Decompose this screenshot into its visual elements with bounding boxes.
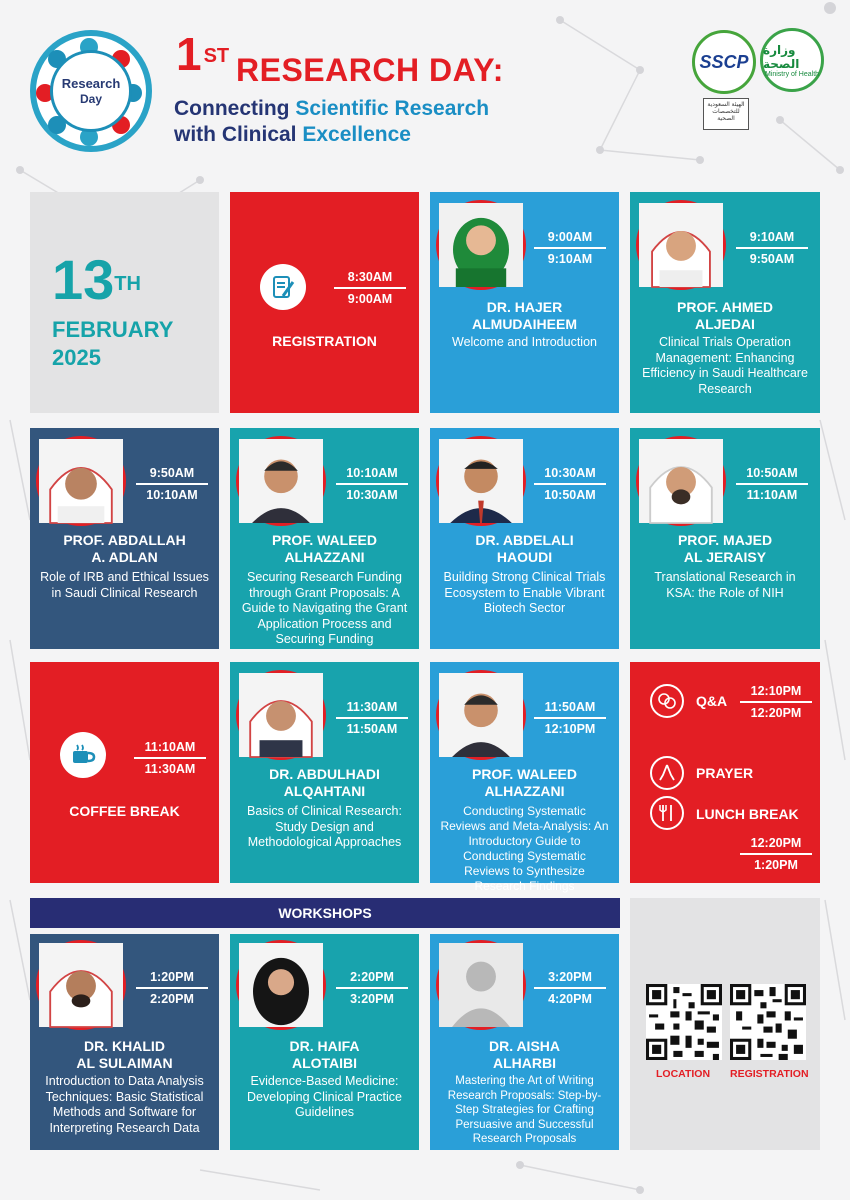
speaker-name	[30, 1038, 219, 1072]
speaker-photo	[636, 200, 726, 290]
session-start: 11:50AM	[534, 700, 606, 719]
session-topic: Basics of Clinical Research: Study Design and Methodological Approaches	[247, 804, 402, 849]
workshops-header: WORKSHOPS	[30, 898, 620, 928]
workshop-card	[230, 934, 419, 1150]
session-topic: Securing Research Funding through Grant Proposals: A Guide to Navigating the Grant Application Process and Securing Funding	[241, 570, 408, 646]
edition-suffix: ST	[203, 45, 230, 67]
speaker-photo	[236, 670, 326, 760]
location-qr-code[interactable]	[646, 984, 722, 1060]
speaker-photo	[436, 670, 526, 760]
avatar-placeholder-icon	[436, 940, 526, 1030]
session-times	[136, 466, 208, 502]
workshop-end: 2:20PM	[150, 992, 194, 1006]
workshop-start: 2:20PM	[336, 970, 408, 989]
coffee-times	[134, 740, 206, 776]
speaker-name	[430, 1038, 619, 1072]
session-start: 10:50AM	[736, 466, 808, 485]
date-month: FEBRUARY	[52, 317, 174, 342]
session-card	[230, 662, 419, 883]
workshop-times	[336, 970, 408, 1006]
qa-end: 12:20PM	[750, 706, 802, 720]
session-times	[336, 466, 408, 502]
subtitle-part-b: Scientific Research	[295, 97, 490, 120]
session-end: 9:10AM	[547, 252, 593, 266]
event-title: RESEARCH DAY:	[236, 52, 504, 88]
date-year: 2025	[52, 345, 101, 370]
session-start: 9:50AM	[136, 466, 208, 485]
speaker-name	[630, 299, 820, 333]
speaker-photo	[436, 200, 526, 290]
workshop-topic: Evidence-Based Medicine: Developing Clinical Practice Guidelines	[247, 1074, 402, 1119]
logo-text-day: Day	[79, 92, 102, 106]
registration-times	[334, 270, 406, 306]
speaker-last-name: AL JERAISY	[683, 549, 767, 565]
lunch-times	[740, 836, 812, 872]
coffee-end: 11:30AM	[144, 762, 196, 776]
document-pen-icon	[260, 264, 306, 310]
speaker-photo	[236, 940, 326, 1030]
workshop-start: 1:20PM	[136, 970, 208, 989]
date-day-suffix: TH	[114, 273, 141, 295]
session-end: 10:10AM	[146, 488, 198, 502]
speaker-last-name: ALHARBI	[493, 1055, 556, 1071]
speaker-title-first: DR. AISHA	[488, 1038, 561, 1054]
workshop-end: 4:20PM	[548, 992, 592, 1006]
event-subtitle	[174, 96, 489, 148]
prayer-label: PRAYER	[696, 765, 754, 781]
speaker-title-first: DR. KHALID	[84, 1038, 165, 1054]
qr-tile	[630, 898, 820, 1150]
session-topic: Translational Research in KSA: the Role of NIH	[654, 570, 796, 600]
qa-start: 12:10PM	[740, 684, 812, 703]
speaker-title-first: PROF. WALEED	[271, 532, 377, 548]
lunch-label: LUNCH BREAK	[696, 806, 799, 822]
edition-digit: 1	[176, 28, 202, 80]
speaker-name	[230, 532, 419, 566]
registration-qr-code[interactable]	[730, 984, 806, 1060]
subtitle-part-c: with Clinical	[174, 123, 303, 146]
registration-qr-label: REGISTRATION	[730, 1068, 809, 1080]
speaker-last-name: ALMUDAIHEEM	[472, 316, 577, 332]
workshop-topic: Mastering the Art of Writing Research Proposals: Step-by-Step Strategies for Crafting Persuasive and Successful Research Proposals	[447, 1075, 602, 1145]
speaker-title-first: PROF. ABDALLAH	[63, 532, 186, 548]
session-topic: Welcome and Introduction	[452, 335, 597, 349]
session-card	[630, 192, 820, 413]
session-start: 9:10AM	[736, 230, 808, 249]
session-times	[534, 230, 606, 266]
session-start: 10:30AM	[534, 466, 606, 485]
session-times	[534, 466, 606, 502]
speaker-title-first: PROF. AHMED	[677, 299, 773, 315]
session-topic: Building Strong Clinical Trials Ecosystem to Enable Vibrant Biotech Sector	[443, 570, 606, 615]
session-times	[336, 700, 408, 736]
speaker-name	[430, 532, 619, 566]
qa-lunch-tile	[630, 662, 820, 883]
speaker-title-first: DR. HAJER	[486, 299, 563, 315]
speaker-last-name: A. ADLAN	[91, 549, 158, 565]
speaker-last-name: ALOTAIBI	[291, 1055, 358, 1071]
lunch-start: 12:20PM	[740, 836, 812, 855]
session-times	[736, 466, 808, 502]
workshop-end: 3:20PM	[350, 992, 394, 1006]
research-day-logo	[30, 30, 152, 152]
session-card	[30, 428, 219, 649]
session-times	[534, 700, 606, 736]
workshop-start: 3:20PM	[534, 970, 606, 989]
speaker-last-name: HAOUDI	[496, 549, 553, 565]
moh-logo-arabic: وزارة الصحة	[763, 42, 800, 71]
qa-bubbles-icon	[650, 684, 684, 718]
subtitle-part-a: Connecting	[174, 97, 296, 120]
speaker-name	[430, 299, 619, 333]
logo-center	[50, 50, 132, 132]
speaker-title-first: DR. HAIFA	[289, 1038, 360, 1054]
session-start: 9:00AM	[534, 230, 606, 249]
session-topic: Clinical Trials Operation Management: Enhancing Efficiency in Saudi Healthcare Research	[642, 335, 808, 396]
session-topic: Conducting Systematic Reviews and Meta-Analysis: An Introductory Guide to Conducting Systematic Reviews to Synthesize Research Findings	[440, 804, 609, 893]
speaker-title-first: DR. ABDELALI	[475, 532, 574, 548]
speaker-photo	[436, 436, 526, 526]
speaker-name	[630, 532, 820, 566]
session-start: 11:30AM	[336, 700, 408, 719]
session-card	[430, 192, 619, 413]
session-topic: Role of IRB and Ethical Issues in Saudi Clinical Research	[40, 570, 209, 600]
speaker-title-first: DR. ABDULHADI	[269, 766, 380, 782]
speaker-name	[230, 766, 419, 800]
session-end: 9:50AM	[749, 252, 795, 266]
session-end: 10:30AM	[346, 488, 398, 502]
edition-number	[176, 30, 229, 78]
coffee-cup-icon	[60, 732, 106, 778]
location-label: LOCATION	[656, 1068, 711, 1080]
speaker-last-name: ALHAZZANI	[284, 549, 365, 565]
session-end: 10:50AM	[544, 488, 596, 502]
subtitle-part-d: Excellence	[302, 123, 411, 146]
logo-text-research: Research	[61, 76, 121, 91]
speaker-last-name: AL SULAIMAN	[76, 1055, 173, 1071]
registration-end: 9:00AM	[347, 292, 393, 306]
coffee-break-tile	[30, 662, 219, 883]
session-card	[230, 428, 419, 649]
speaker-last-name: ALJEDAI	[695, 316, 755, 332]
coffee-break-label: COFFEE BREAK	[69, 803, 180, 819]
lunch-end: 1:20PM	[754, 858, 798, 872]
session-card	[630, 428, 820, 649]
speaker-name	[30, 532, 219, 566]
workshop-topic: Introduction to Data Analysis Techniques: Basic Statistical Methods and Software for Interpreting Research Data	[45, 1074, 204, 1135]
workshop-times	[534, 970, 606, 1006]
speaker-title-first: PROF. MAJED	[677, 532, 773, 548]
moh-logo-english: Ministry of Health	[764, 70, 820, 78]
speaker-photo	[36, 940, 126, 1030]
workshop-times	[136, 970, 208, 1006]
registration-start: 8:30AM	[334, 270, 406, 289]
speaker-photo	[636, 436, 726, 526]
workshop-card	[30, 934, 219, 1150]
qa-times	[740, 684, 812, 720]
qa-label: Q&A	[696, 693, 728, 709]
cutlery-icon	[650, 796, 684, 830]
session-end: 12:10PM	[544, 722, 596, 736]
speaker-photo	[236, 436, 326, 526]
date-day	[52, 250, 141, 310]
sscp-logo: SSCP	[692, 30, 756, 94]
session-card	[430, 428, 619, 649]
speaker-last-name: ALHAZZANI	[484, 783, 565, 799]
registration-tile	[230, 192, 419, 413]
speaker-title-first: PROF. WALEED	[471, 766, 577, 782]
session-start: 10:10AM	[336, 466, 408, 485]
scfhs-logo: الهيئة السعودية للتخصصات الصحية	[703, 98, 749, 130]
workshop-card	[430, 934, 619, 1150]
speaker-name	[230, 1038, 419, 1072]
date-month-year	[52, 316, 173, 372]
session-times	[736, 230, 808, 266]
session-card	[430, 662, 619, 893]
praying-hands-icon	[650, 756, 684, 790]
speaker-photo	[36, 436, 126, 526]
session-end: 11:50AM	[346, 722, 398, 736]
moh-logo	[760, 28, 824, 92]
speaker-name	[430, 766, 619, 800]
coffee-start: 11:10AM	[134, 740, 206, 759]
session-end: 11:10AM	[746, 488, 798, 502]
date-day-number: 13	[52, 248, 115, 311]
speaker-last-name: ALQAHTANI	[283, 783, 366, 799]
registration-label: REGISTRATION	[272, 333, 377, 349]
